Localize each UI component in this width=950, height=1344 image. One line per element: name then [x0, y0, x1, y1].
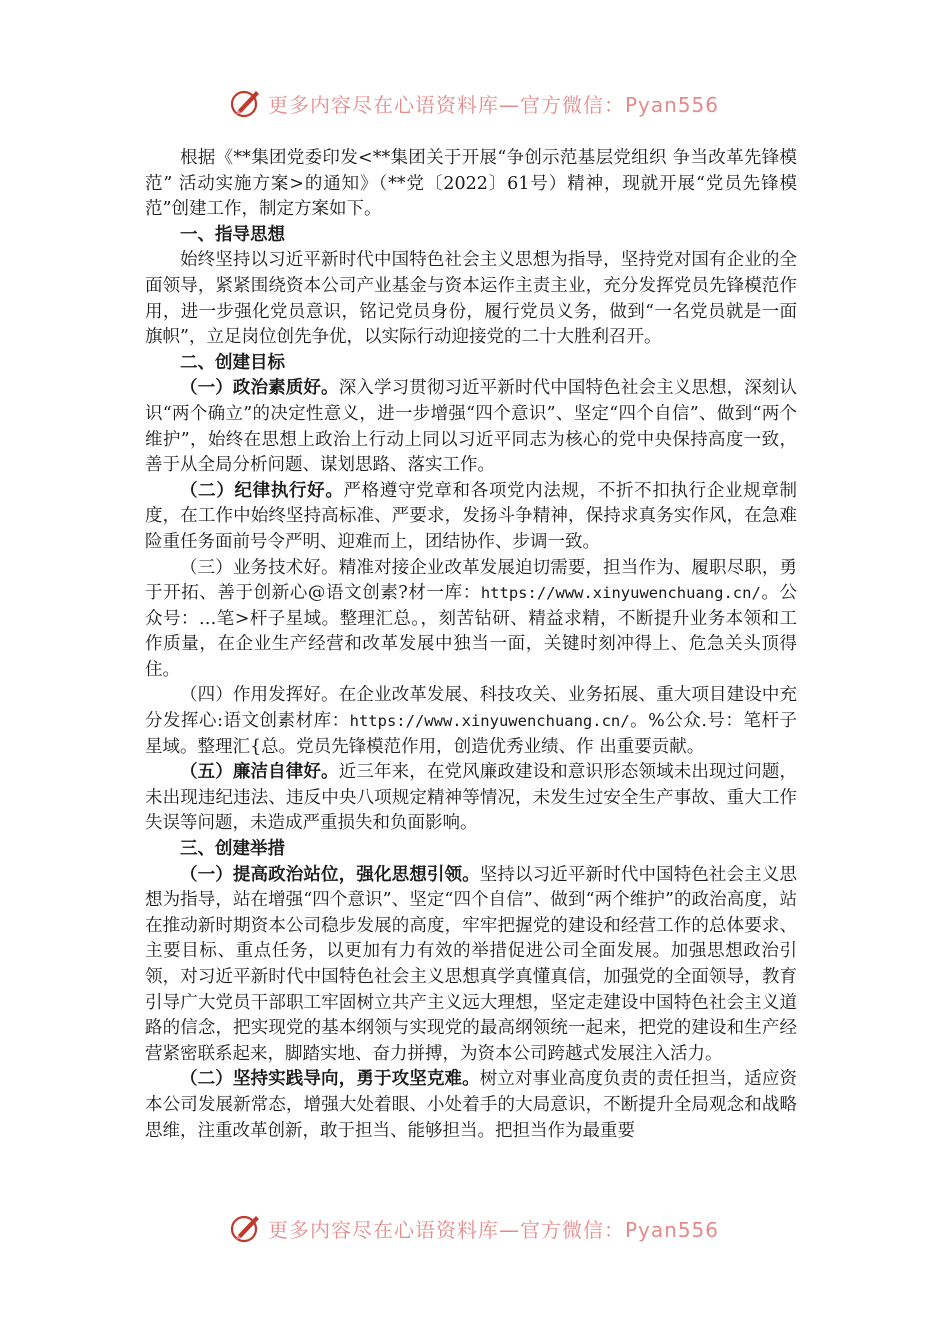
footer-banner	[228, 1208, 719, 1248]
goal-5-title: （五）廉洁自律好。	[180, 762, 339, 783]
goal-5-paragraph	[145, 760, 797, 837]
goal-2-text: 严格遵守党章和各项党内法规，不折不扣执行企业规章制度，在工作中始终坚持高标准、严要求，发扬斗争精神，保持求真务实作风，在急难险重任务面前号令严明、迎难而上，团结协作、步调一致。	[145, 480, 797, 552]
measure-1-title: （一）提高政治站位，强化思想引领。	[180, 864, 480, 885]
banner-text: 更多内容尽在心语资料库—官方微信：Pyan556	[268, 1217, 720, 1242]
goal-3-text-b: 。公众号：…笔>杆子星域。整理汇总。，刻苦钻研、精益求精，不断提升业务本领和工作质量，在企业生产经营和改革发展中独当一面，关键时刻冲得上、危急关头顶得住。	[145, 583, 798, 680]
goal-4-text-b: 。%公众.号：笔杆子星域。整理汇{总。党员先锋模范作用，创造优秀业绩、作 出重要贡献。	[145, 711, 797, 757]
goal-5-text: 近三年来，在党风廉政建设和意识形态领域未出现过问题，未出现违纪违法、违反中央八项规定精神等情况，未发生过安全生产事故、重大工作失误等问题，未造成严重损失和负面影响。	[145, 762, 798, 834]
goal-3-url: https://www.xinyuwenchuang.cn/	[480, 584, 761, 603]
header-banner	[228, 83, 719, 123]
section-heading-2: 二、创建目标	[180, 352, 285, 373]
section-heading-3: 三、创建举措	[180, 839, 285, 860]
measure-2-title: （二）坚持实践导向，勇于攻坚克难。	[180, 1069, 480, 1090]
goal-3-paragraph	[145, 556, 797, 684]
measure-2-text: 树立对事业高度负责的责任担当，适应资本公司发展新常态，增强大处着眼、小处着手的大局意识，不断提升全局观念和战略思维，注重改革创新，敢于担当、能够担当。把担当作为最重要	[145, 1069, 797, 1141]
goal-1-title: （一）政治素质好。	[180, 378, 339, 399]
measure-2-paragraph	[145, 1067, 797, 1144]
section-heading-1: 一、指导思想	[180, 224, 285, 245]
goal-1-paragraph	[145, 376, 797, 478]
goal-1-text: 深入学习贯彻习近平新时代中国特色社会主义思想，深刻认识“两个确立”的决定性意义，进一步增强“四个意识”、坚定“四个自信”、做到“两个维护”，始终在思想上政治上行动上同以习近平同志为核心的党中央保持高度一致，善于从全局分析问题、谋划思路、落实工作。	[145, 378, 798, 476]
intro-paragraph: 根据《**集团党委印发<**集团关于开展“争创示范基层党组织 争当改革先锋模范” 活动实施方案>的通知》（**党〔2022〕61号）精神，现就开展“党员先锋模范”创建工作，制定方案如下。	[145, 148, 797, 220]
goal-2-paragraph	[145, 479, 797, 556]
guiding-thought-paragraph: 始终坚持以习近平新时代中国特色社会主义思想为指导，坚持党对国有企业的全面领导，紧紧围绕资本公司产业基金与资本运作主责主业，充分发挥党员先锋模范作用，进一步强化党员意识，铭记党员身份，履行党员义务，做到“一名党员就是一面旗帜”，立足岗位创先争优，以实际行动迎接党的二十大胜利召开。	[145, 250, 797, 348]
measure-1-text: 坚持以习近平新时代中国特色社会主义思想为指导，站在增强“四个意识”、坚定“四个自信”、做到“两个维护”的政治高度，站在推动新时期资本公司稳步发展的高度，牢牢把握党的建设和经营工作的总体要求、主要目标、重点任务，以更加有力有效的举措促进公司全面发展。加强思想政治引领，对习近平新时代中国特色社会主义思想真学真懂真信，加强党的全面领导，教育引导广大党员干部职工牢固树立共产主义远大理想，坚定走建设中国特色社会主义道路的信念，把实现党的基本纲领与实现党的最高纲领统一起来，把党的建设和生产经营紧密联系起来，脚踏实地、奋力拼搏，为资本公司跨越式发展注入活力。	[145, 864, 797, 1064]
goal-4-url: https://www.xinyuwenchuang.cn/	[349, 712, 630, 731]
pen-logo-icon	[228, 1211, 262, 1245]
pen-logo-icon	[228, 86, 262, 120]
goal-3-text-a: （三）业务技术好。精准对接企业改革发展迫切需要，担当作为、履职尽职，勇于开拓、善于创新心@语文创素?材一库：	[145, 557, 797, 604]
goal-4-paragraph	[145, 683, 797, 760]
measure-1-paragraph	[145, 863, 797, 1068]
document-body	[145, 146, 797, 1144]
goal-2-title: （二）纪律执行好。	[180, 480, 344, 501]
goal-4-text-a: （四）作用发挥好。在企业改革发展、科技攻关、业务拓展、重大项目建设中充分发挥心:语文创素材库：	[145, 685, 797, 732]
banner-text: 更多内容尽在心语资料库—官方微信：Pyan556	[268, 92, 720, 117]
